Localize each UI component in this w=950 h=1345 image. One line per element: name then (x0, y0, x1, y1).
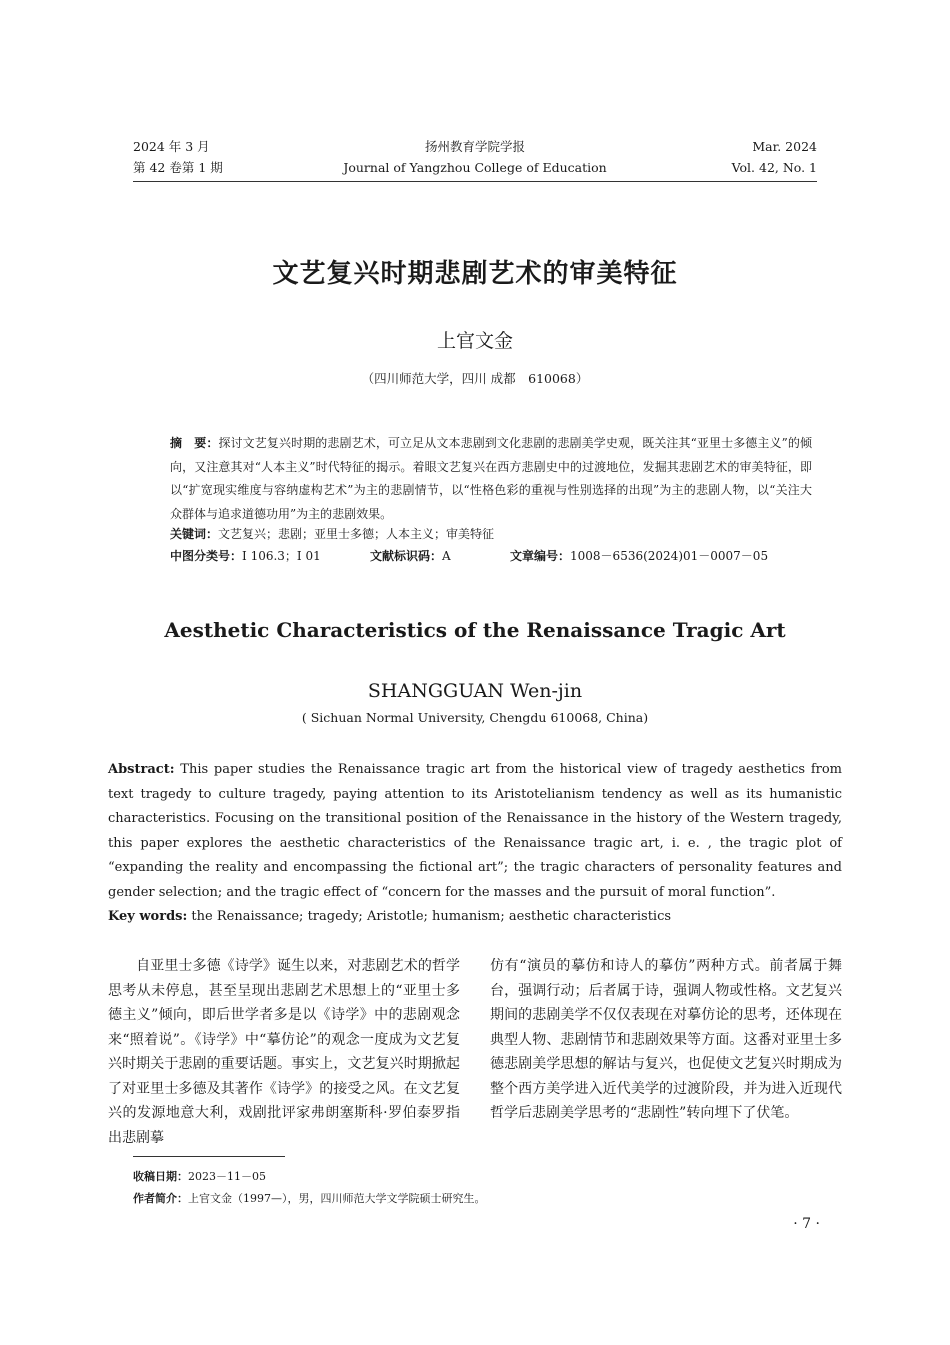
author-bio-value: 上官文金（1997—），男，四川师范大学文学院硕士研究生。 (188, 1192, 486, 1205)
article-label: 文章编号： (510, 549, 571, 563)
doc-segment (370, 546, 510, 566)
received-value: 2023－11－05 (188, 1170, 266, 1183)
keywords-en-label: Key words: (108, 909, 188, 924)
affiliation-en: ( Sichuan Normal University, Chengdu 610068, China) (301, 710, 649, 725)
footnote-rule (133, 1156, 285, 1157)
abstract-en-text: This paper studies the Renaissance tragic art from the historical view of tragedy aesthetics from text tragedy to culture tragedy, paying attention to its Aristotelianism tendency as well as its humanistic characteristics. Focusing on the transitional position of the Renaissance in the history of the Western tragedy, this paper explores the aesthetic characteristics of the Renaissance tragic art, i. e. , the tragic plot of “expanding the reality and encompassing the fictional art”; the tragic characters of personality features and gender selection; and the tragic effect of “concern for the masses and the pursuit of moral function”. (108, 762, 842, 900)
keywords-cn (170, 523, 820, 546)
title-cn: 文艺复兴时期悲剧艺术的审美特征 (272, 259, 678, 289)
classification-row (170, 546, 820, 566)
abstract-cn-text: 探讨文艺复兴时期的悲剧艺术，可立足从文本悲剧到文化悲剧的悲剧美学史观，既关注其“亚里士多德主义”的倾向，又注意其对“人本主义”时代特征的揭示。着眼文艺复兴在西方悲剧史中的过渡地位，发掘其悲剧艺术的审美特征，即以“扩宽现实维度与容纳虚构艺术”为主的悲剧情节，以“性格色彩的重视与性别选择的出现”为主的悲剧人物，以“关注大众群体与追求道德功用”为主的悲剧效果。 (170, 436, 812, 521)
doc-label: 文献标识码： (370, 549, 443, 563)
clc-label: 中图分类号： (170, 549, 243, 563)
footnote-received (133, 1168, 833, 1186)
footnote-author (133, 1190, 833, 1208)
keywords-en-text: the Renaissance; tragedy; Aristotle; humanism; aesthetic characteristics (187, 909, 672, 924)
article-value: 1008－6536(2024)01－0007－05 (570, 549, 769, 563)
author-cn: 上官文金 (436, 330, 513, 352)
abstract-cn (140, 432, 812, 526)
header-volume: 第 42 卷第 1 期 (133, 160, 223, 175)
body-column-right (490, 954, 842, 1126)
abstract-en (108, 758, 842, 930)
received-label: 收稿日期： (133, 1170, 188, 1183)
body-paragraph-left: 自亚里士多德《诗学》诞生以来，对悲剧艺术的哲学思考从未停息，甚至呈现出悲剧艺术思想上的“亚里士多德主义”倾向，即后世学者多是以《诗学》中的悲剧观念来“照着说”。《诗学》中“摹仿论”的观念一度成为文艺复兴时期关于悲剧的重要话题。事实上，文艺复兴时期掀起了对亚里士多德及其著作《诗学》的接受之风。在文艺复兴的发源地意大利，戏剧批评家弗朗塞斯科·罗伯泰罗指出悲剧摹 (108, 958, 460, 1146)
doc-value: A (442, 549, 451, 563)
journal-name-en: Journal of Yangzhou College of Education (343, 160, 607, 175)
clc-segment (170, 546, 370, 566)
clc-value: I 106.3；I 01 (242, 549, 321, 563)
header-volume-en: Vol. 42, No. 1 (731, 160, 817, 175)
body-column-left (108, 954, 460, 1150)
header-rule (133, 181, 817, 182)
header-date: 2024 年 3 月 (133, 139, 210, 154)
abstract-en-label: Abstract: (108, 762, 175, 777)
author-en: SHANGGUAN Wen-jin (367, 680, 583, 702)
journal-name-cn: 扬州教育学院学报 (424, 139, 525, 154)
title-en: Aesthetic Characteristics of the Renaissance Tragic Art (164, 618, 786, 642)
article-segment (510, 546, 768, 566)
body-paragraph-right: 仿有“演员的摹仿和诗人的摹仿”两种方式。前者属于舞台，强调行动；后者属于诗，强调人物或性格。文艺复兴期间的悲剧美学不仅仅表现在对摹仿论的思考，还体现在典型人物、悲剧情节和悲剧效果等方面。这番对亚里士多德悲剧美学思想的解诂与复兴，也促使文艺复兴时期成为整个西方美学进入近代美学的过渡阶段，并为进入近现代哲学后悲剧美学思考的“悲剧性”转向埋下了伏笔。 (490, 958, 842, 1121)
affiliation-cn: （四川师范大学，四川 成都 610068） (361, 371, 589, 386)
author-bio-label: 作者简介： (133, 1192, 188, 1205)
header-date-en: Mar. 2024 (752, 139, 817, 154)
keywords-cn-label: 关键词： (170, 527, 219, 541)
abstract-cn-label: 摘 要： (170, 436, 219, 450)
header-right (732, 136, 817, 178)
page-number: · 7 · (793, 1216, 820, 1232)
keywords-cn-text: 文艺复兴；悲剧；亚里士多德；人本主义；审美特征 (218, 527, 495, 541)
